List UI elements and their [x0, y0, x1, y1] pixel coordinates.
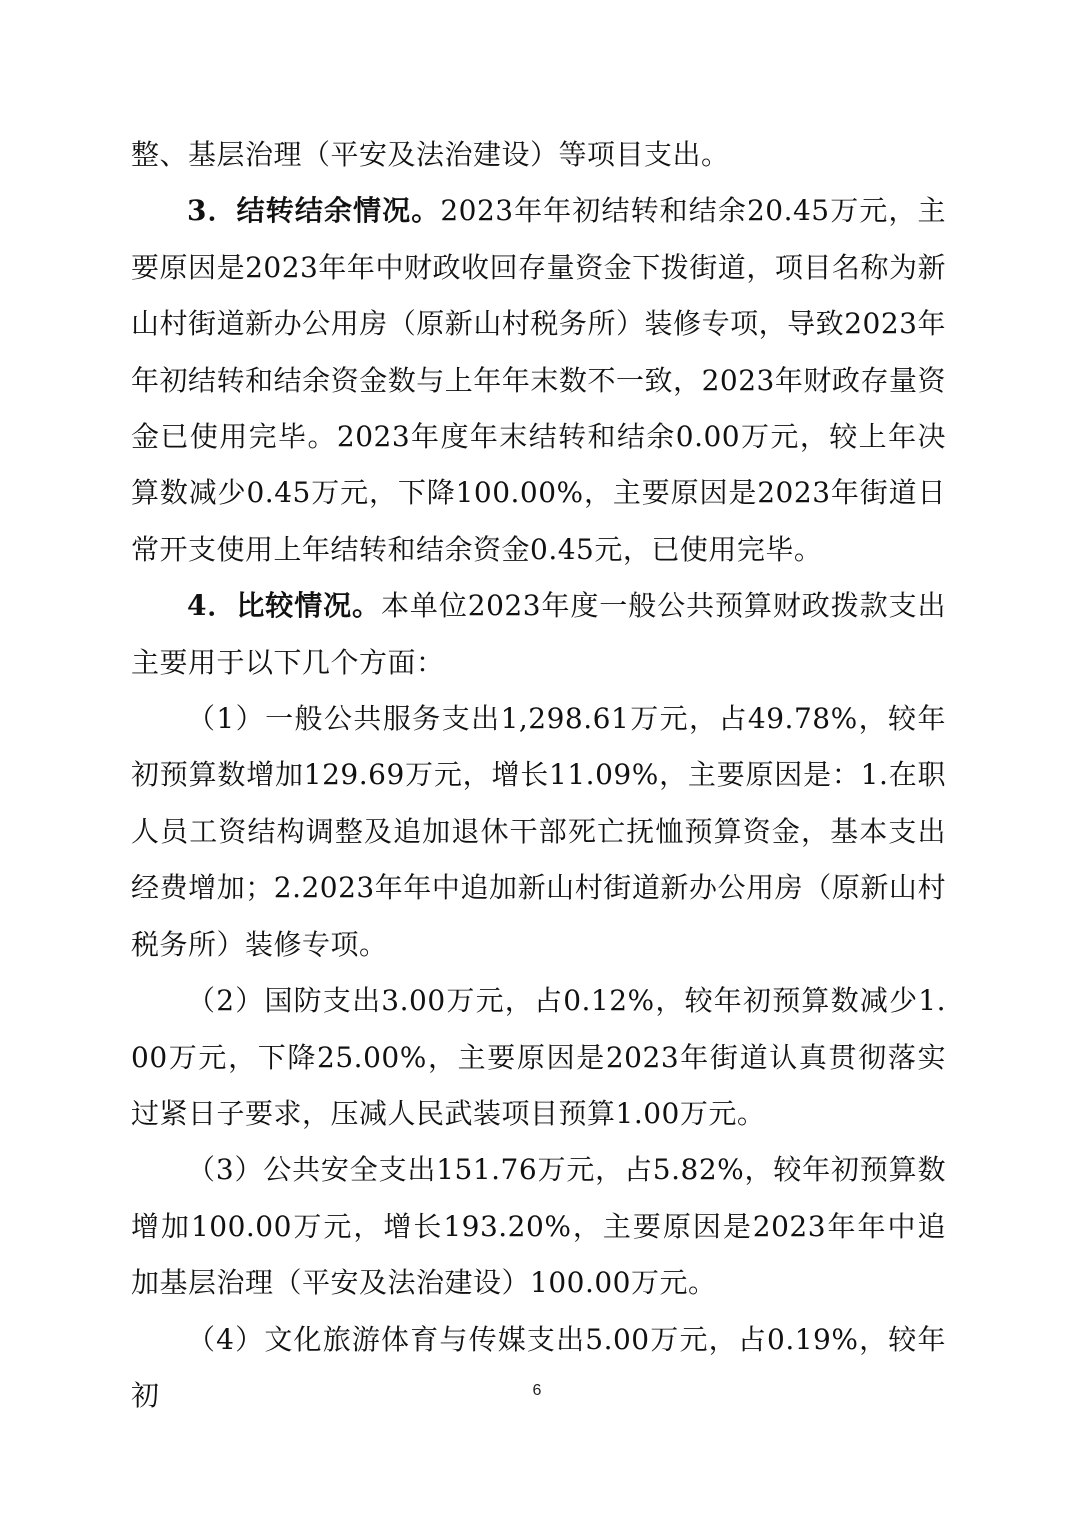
paragraph-text: （4）文化旅游体育与传媒支出5.00万元，占0.19%，较年初 — [131, 1322, 946, 1412]
document-body — [131, 127, 946, 1424]
page-number: 6 — [532, 1382, 542, 1399]
paragraph-project-expenditure-continued — [131, 127, 946, 183]
paragraph-comparison — [131, 578, 946, 691]
paragraph-culture-tourism-sports-media — [131, 1312, 946, 1425]
paragraph-general-public-services — [131, 691, 946, 973]
paragraph-public-security — [131, 1142, 946, 1311]
paragraph-text: 2023年年初结转和结余20.45万元，主要原因是2023年年中财政收回存量资金下拨街道，项目名称为新山村街道新办公用房（原新山村税务所）装修专项，导致2023年年初结转和结余资金数与上年年末数不一致，2023年财政存量资金已使用完毕。2023年度年末结转和结余0.00万元，较上年决算数减少0.45万元，下降100.00%，主要原因是2023年街道日常开支使用上年结转和结余资金0.45元，已使用完毕。 — [131, 194, 946, 566]
paragraph-text: （3）公共安全支出151.76万元，占5.82%，较年初预算数增加100.00万元，增长193.20%，主要原因是2023年年中追加基层治理（平安及法治建设）100.00万元。 — [131, 1153, 946, 1300]
paragraph-national-defense — [131, 973, 946, 1142]
paragraph-text: （1）一般公共服务支出1,298.61万元，占49.78%，较年初预算数增加129.69万元，增长11.09%，主要原因是：1.在职人员工资结构调整及追加退休干部死亡抚恤预算资金，基本支出经费增加；2.2023年年中追加新山村街道新办公用房（原新山村税务所）装修专项。 — [131, 702, 946, 961]
paragraph-text: 本单位2023年度一般公共预算财政拨款支出主要用于以下几个方面： — [131, 589, 947, 679]
paragraph-carryover-balance — [131, 183, 946, 578]
section-heading-comparison: 4．比较情况。 — [187, 589, 381, 623]
paragraph-text: 整、基层治理（平安及法治建设）等项目支出。 — [131, 138, 730, 171]
section-heading-carryover: 3．结转结余情况。 — [187, 194, 441, 228]
paragraph-text: （2）国防支出3.00万元，占0.12%，较年初预算数减少1.00万元，下降25.00%，主要原因是2023年街道认真贯彻落实过紧日子要求，压减人民武装项目预算1.00万元。 — [131, 984, 946, 1130]
